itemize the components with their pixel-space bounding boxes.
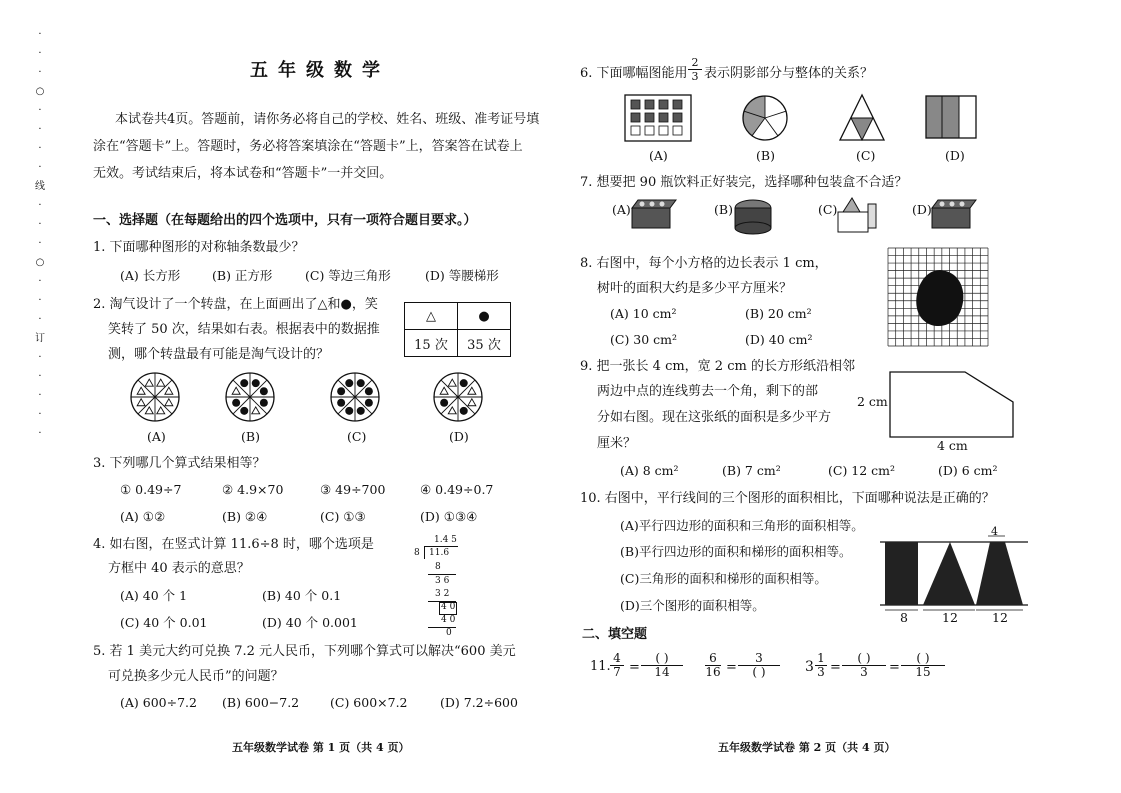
q3-item-3: ③ 49÷700 bbox=[320, 482, 386, 497]
binding-mark: · bbox=[38, 390, 42, 401]
q1-option-d: (D) 等腰梯形 bbox=[425, 268, 499, 283]
binding-mark: · bbox=[38, 238, 42, 249]
q6-label-b: (B) bbox=[756, 148, 775, 163]
q10-label-top: 4 bbox=[991, 525, 998, 538]
q11-c-blank-2[interactable]: ( ) bbox=[916, 651, 930, 665]
q11-a-blank[interactable]: ( ) bbox=[655, 651, 669, 665]
q11-frac-b-result bbox=[738, 652, 780, 679]
q3-stem: 3. 下列哪几个算式结果相等？ bbox=[93, 456, 266, 471]
q9-option-a: (A) 8 cm² bbox=[620, 463, 679, 478]
q8-option-d: (D) 40 cm² bbox=[745, 332, 813, 347]
q11-eq-3: = bbox=[830, 660, 841, 675]
q2-line-3: 测，哪个转盘最有可能是淘气设计的？ bbox=[108, 347, 330, 362]
q2-label-a: (A) bbox=[147, 429, 166, 444]
binding-mark: · bbox=[38, 314, 42, 325]
q6-label-a: (A) bbox=[649, 148, 668, 163]
q11-b-blank[interactable]: ( ) bbox=[752, 665, 766, 680]
q5-option-c: (C) 600×7.2 bbox=[330, 695, 408, 710]
binding-mark: · bbox=[38, 105, 42, 116]
q2-label-d: (D) bbox=[449, 429, 469, 444]
q11-a-num: 4 bbox=[613, 651, 621, 665]
q11-c-result-1-den: 3 bbox=[860, 665, 868, 680]
q11-c-result-2-den: 15 bbox=[915, 665, 931, 680]
binding-mark: · bbox=[38, 276, 42, 287]
q4-option-c: (C) 40 个 0.01 bbox=[120, 615, 208, 630]
q7-label-a: (A) bbox=[612, 202, 631, 217]
q11-c-den: 3 bbox=[817, 665, 825, 680]
q9-option-d: (D) 6 cm² bbox=[938, 463, 998, 478]
binding-mark: · bbox=[38, 162, 42, 173]
q10-label-trapezoid: 12 bbox=[992, 610, 1008, 625]
q3-item-1: ① 0.49÷7 bbox=[120, 482, 182, 497]
section-fill-title: 二、填空题 bbox=[582, 627, 648, 642]
q7-label-d: (D) bbox=[912, 202, 932, 217]
q4-line-1: 4. 如右图，在竖式计算 11.6÷8 时，哪个选项是 bbox=[93, 537, 374, 552]
division-row-3: 3 2 bbox=[435, 589, 450, 599]
division-quotient: 1.4 5 bbox=[434, 535, 457, 545]
q11-eq-2: = bbox=[726, 660, 737, 675]
binding-mark: · bbox=[38, 67, 42, 78]
q9-line-4: 厘米？ bbox=[597, 436, 637, 451]
q1-option-c: (C) 等边三角形 bbox=[305, 268, 391, 283]
binding-mark: · bbox=[38, 124, 42, 135]
q9-height-label: 2 cm bbox=[857, 394, 888, 409]
binding-mark: ○ bbox=[35, 257, 45, 268]
q11-c-blank-1[interactable]: ( ) bbox=[857, 651, 871, 665]
q11-b-den: 16 bbox=[705, 665, 721, 680]
q2-line-1: 2. 淘气设计了一个转盘，在上面画出了△和●，笑 bbox=[93, 297, 378, 312]
q2-label-b: (B) bbox=[241, 429, 260, 444]
q10-label-triangle: 12 bbox=[942, 610, 958, 625]
q10-option-b: (B)平行四边形的面积和梯形的面积相等。 bbox=[620, 544, 852, 559]
q4-option-d: (D) 40 个 0.001 bbox=[262, 615, 358, 630]
q8-option-b: (B) 20 cm² bbox=[745, 306, 812, 321]
q9-line-2: 两边中点的连线剪去一个角，剩下的部 bbox=[597, 384, 819, 399]
division-row-2: 3 6 bbox=[435, 576, 450, 586]
binding-mark: · bbox=[38, 295, 42, 306]
q5-line-2: 可兑换多少元人民币”的问题？ bbox=[108, 669, 284, 684]
left-footer: 五年级数学试卷 第 1 页（共 4 页） bbox=[232, 741, 410, 754]
q5-option-d: (D) 7.2÷600 bbox=[440, 695, 518, 710]
q1-option-a: (A) 长方形 bbox=[120, 268, 181, 283]
right-footer: 五年级数学试卷 第 2 页（共 4 页） bbox=[718, 741, 896, 754]
q6-fraction-num: 2 bbox=[691, 56, 699, 69]
binding-mark: · bbox=[38, 48, 42, 59]
q11-frac-c-result-2 bbox=[901, 652, 945, 679]
q3-item-2: ② 4.9×70 bbox=[222, 482, 284, 497]
q10-label-parallelogram: 8 bbox=[900, 610, 908, 625]
q3-option-a: (A) ①② bbox=[120, 509, 166, 524]
division-row-4-boxed: 4 0 bbox=[441, 602, 456, 612]
q2-table-head-triangle: △ bbox=[405, 303, 458, 330]
intro-line-2: 涂在“答题卡”上。答题时，务必将答案填涂在“答题卡”上，答案答在试卷上 bbox=[93, 139, 523, 154]
q11-eq-1: = bbox=[629, 660, 640, 675]
q11-number: 11. bbox=[590, 659, 611, 674]
section-choice-title: 一、选择题（在每题给出的四个选项中，只有一项符合题目要求。） bbox=[93, 213, 477, 228]
intro-line-3: 无效。考试结束后，将本试卷和“答题卡”一并交回。 bbox=[93, 166, 393, 181]
q11-frac-c bbox=[815, 652, 827, 679]
page-title: 五年级数学 bbox=[250, 60, 390, 81]
q4-option-b: (B) 40 个 0.1 bbox=[262, 588, 342, 603]
q5-line-1: 5. 若 1 美元大约可兑换 7.2 元人民币，下列哪个算式可以解决“600 美元 bbox=[93, 644, 516, 659]
q11-frac-a-result bbox=[641, 652, 683, 679]
division-divisor: 8 bbox=[414, 548, 420, 558]
binding-mark: · bbox=[38, 371, 42, 382]
division-row-5: 4 0 bbox=[441, 615, 456, 625]
q10-stem: 10. 右图中，平行线间的三个图形的面积相比，下面哪种说法是正确的？ bbox=[580, 491, 995, 506]
q5-option-a: (A) 600÷7.2 bbox=[120, 695, 197, 710]
q7-label-b: (B) bbox=[714, 202, 733, 217]
q6-fraction-den: 3 bbox=[691, 70, 699, 83]
q9-line-1: 9. 把一张长 4 cm，宽 2 cm 的长方形纸沿相邻 bbox=[580, 359, 855, 374]
q9-option-b: (B) 7 cm² bbox=[722, 463, 781, 478]
q11-frac-c-result-1 bbox=[842, 652, 886, 679]
q11-frac-b bbox=[705, 652, 721, 679]
binding-mark: · bbox=[38, 428, 42, 439]
intro-line-1: 本试卷共4页。答题前，请你务必将自己的学校、姓名、班级、准考证号填 bbox=[115, 112, 540, 127]
q2-table-val-triangle: 15 次 bbox=[405, 330, 458, 357]
q8-line-1: 8. 右图中，每个小方格的边长表示 1 cm， bbox=[580, 256, 828, 271]
q9-option-c: (C) 12 cm² bbox=[828, 463, 896, 478]
q10-option-c: (C)三角形的面积和梯形的面积相等。 bbox=[620, 571, 827, 586]
q2-table-head-circle: ● bbox=[458, 303, 511, 330]
q4-option-a: (A) 40 个 1 bbox=[120, 588, 188, 603]
binding-mark: · bbox=[38, 200, 42, 211]
q6-label-c: (C) bbox=[856, 148, 876, 163]
binding-mark: 订 bbox=[35, 333, 45, 344]
division-row-6: 0 bbox=[446, 628, 452, 638]
binding-mark: · bbox=[38, 29, 42, 40]
q1-option-b: (B) 正方形 bbox=[212, 268, 273, 283]
binding-mark: · bbox=[38, 352, 42, 363]
binding-mark: · bbox=[38, 219, 42, 230]
q6-label-d: (D) bbox=[945, 148, 965, 163]
division-dividend: 11.6 bbox=[429, 548, 450, 558]
binding-mark: · bbox=[38, 409, 42, 420]
q11-b-result-num: 3 bbox=[755, 651, 763, 665]
binding-mark: ○ bbox=[35, 86, 45, 97]
q11-c-whole: 3 bbox=[805, 659, 814, 675]
q2-label-c: (C) bbox=[347, 429, 367, 444]
q3-item-4: ④ 0.49÷0.7 bbox=[420, 482, 494, 497]
q9-width-label: 4 cm bbox=[937, 438, 968, 453]
q8-option-c: (C) 30 cm² bbox=[610, 332, 678, 347]
q5-option-b: (B) 600−7.2 bbox=[222, 695, 300, 710]
q3-option-c: (C) ①③ bbox=[320, 509, 366, 524]
q2-line-2: 笑转了 50 次，结果如右表。根据表中的数据推 bbox=[108, 322, 380, 337]
q11-a-result-den: 14 bbox=[654, 665, 670, 680]
q11-c-num: 1 bbox=[817, 651, 825, 665]
q7-label-c: (C) bbox=[818, 202, 838, 217]
q8-option-a: (A) 10 cm² bbox=[610, 306, 677, 321]
q11-a-den: 7 bbox=[613, 665, 621, 680]
binding-mark: · bbox=[38, 143, 42, 154]
binding-mark: 线 bbox=[35, 181, 45, 192]
q1-stem: 1. 下面哪种图形的对称轴条数最少？ bbox=[93, 240, 305, 255]
division-row-1: 8 bbox=[435, 562, 441, 572]
q4-line-2: 方框中 40 表示的意思？ bbox=[108, 561, 250, 576]
q10-option-d: (D)三个图形的面积相等。 bbox=[620, 598, 765, 613]
q10-option-a: (A)平行四边形的面积和三角形的面积相等。 bbox=[620, 518, 864, 533]
q8-line-2: 树叶的面积大约是多少平方厘米？ bbox=[597, 281, 793, 296]
q11-frac-a bbox=[610, 652, 624, 679]
q11-b-num: 6 bbox=[709, 651, 717, 665]
q6-stem-pre: 6. 下面哪幅图能用 bbox=[580, 66, 688, 81]
q3-option-b: (B) ②④ bbox=[222, 509, 268, 524]
q6-stem-post: 表示阴影部分与整体的关系？ bbox=[704, 66, 874, 81]
q2-table-val-circle: 35 次 bbox=[458, 330, 511, 357]
q7-stem: 7. 想要把 90 瓶饮料正好装完，选择哪种包装盒不合适？ bbox=[580, 175, 908, 190]
q3-option-d: (D) ①③④ bbox=[420, 509, 478, 524]
q11-eq-4: = bbox=[889, 660, 900, 675]
q9-line-3: 分如右图。现在这张纸的面积是多少平方 bbox=[597, 410, 832, 425]
